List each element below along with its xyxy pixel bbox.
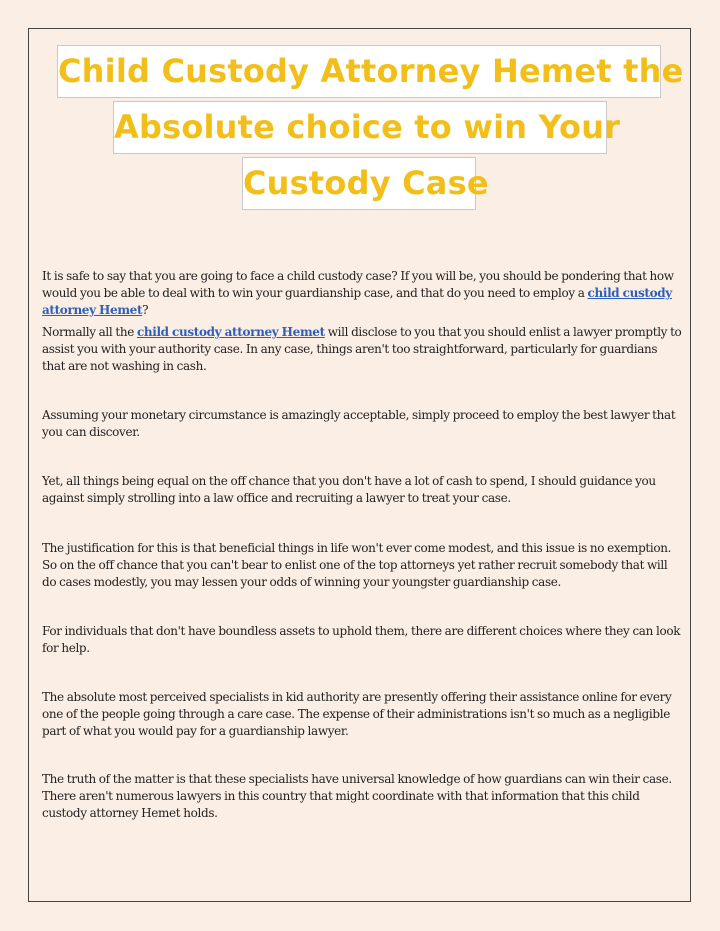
- paragraph-8-text: The truth of the matter is that these specialists have universal knowledge of how guardians can win their case. There aren't numerous lawyers in this country that might coordinate with that information that this child custody attorney Hemet holds.: [42, 772, 672, 820]
- title-line-3: Custody Case: [242, 157, 476, 210]
- paragraph-3-text: Assuming your monetary circumstance is amazingly acceptable, simply proceed to employ the best lawyer that you can discover.: [42, 408, 676, 439]
- paragraph-2: [42, 324, 682, 375]
- paragraph-2-text: Normally all the: [42, 325, 137, 339]
- paragraph-7: [42, 689, 682, 740]
- paragraph-1: [42, 268, 682, 319]
- child-custody-attorney-link-2[interactable]: child custody attorney Hemet: [136, 325, 325, 339]
- paragraph-8: [42, 771, 682, 822]
- title-line-1: Child Custody Attorney Hemet the: [57, 45, 661, 98]
- paragraph-2-text-end: will disclose to you that you should enlist a lawyer promptly to assist you with your authority case. In any case, things aren't too straightforward, particularly for guardians that are not washing in cash.: [42, 325, 682, 373]
- paragraph-4-text: Yet, all things being equal on the off chance that you don't have a lot of cash to spend, I should guidance you against simply strolling into a law office and recruiting a lawyer to treat your case.: [42, 474, 656, 505]
- title-line-2: Absolute choice to win Your: [113, 101, 607, 154]
- paragraph-6: [42, 623, 682, 657]
- paragraph-5-text: The justification for this is that beneficial things in life won't ever come modest, and this issue is no exemption. So on the off chance that you can't bear to enlist one of the top attorneys yet rather recruit somebody that will do cases modestly, you may lessen your odds of winning your youngster guardianship case.: [42, 541, 672, 589]
- paragraph-7-text: The absolute most perceived specialists in kid authority are presently offering their assistance online for every one of the people going through a care case. The expense of their administrations isn't so much as a negligible part of what you would pay for a guardianship lawyer.: [42, 690, 672, 738]
- child-custody-attorney-link-1[interactable]: child custody attorney Hemet: [42, 286, 672, 317]
- paragraph-4: [42, 473, 682, 507]
- paragraph-1-text: It is safe to say that you are going to face a child custody case? If you will be, you should be pondering that how would you be able to deal with to win your guardianship case, and that do you need to employ a: [42, 269, 674, 300]
- paragraph-1-text-end: ?: [142, 303, 149, 317]
- paragraph-5: [42, 540, 682, 591]
- paragraph-3: [42, 407, 682, 441]
- paragraph-6-text: For individuals that don't have boundless assets to uphold them, there are different choices where they can look for help.: [42, 624, 681, 655]
